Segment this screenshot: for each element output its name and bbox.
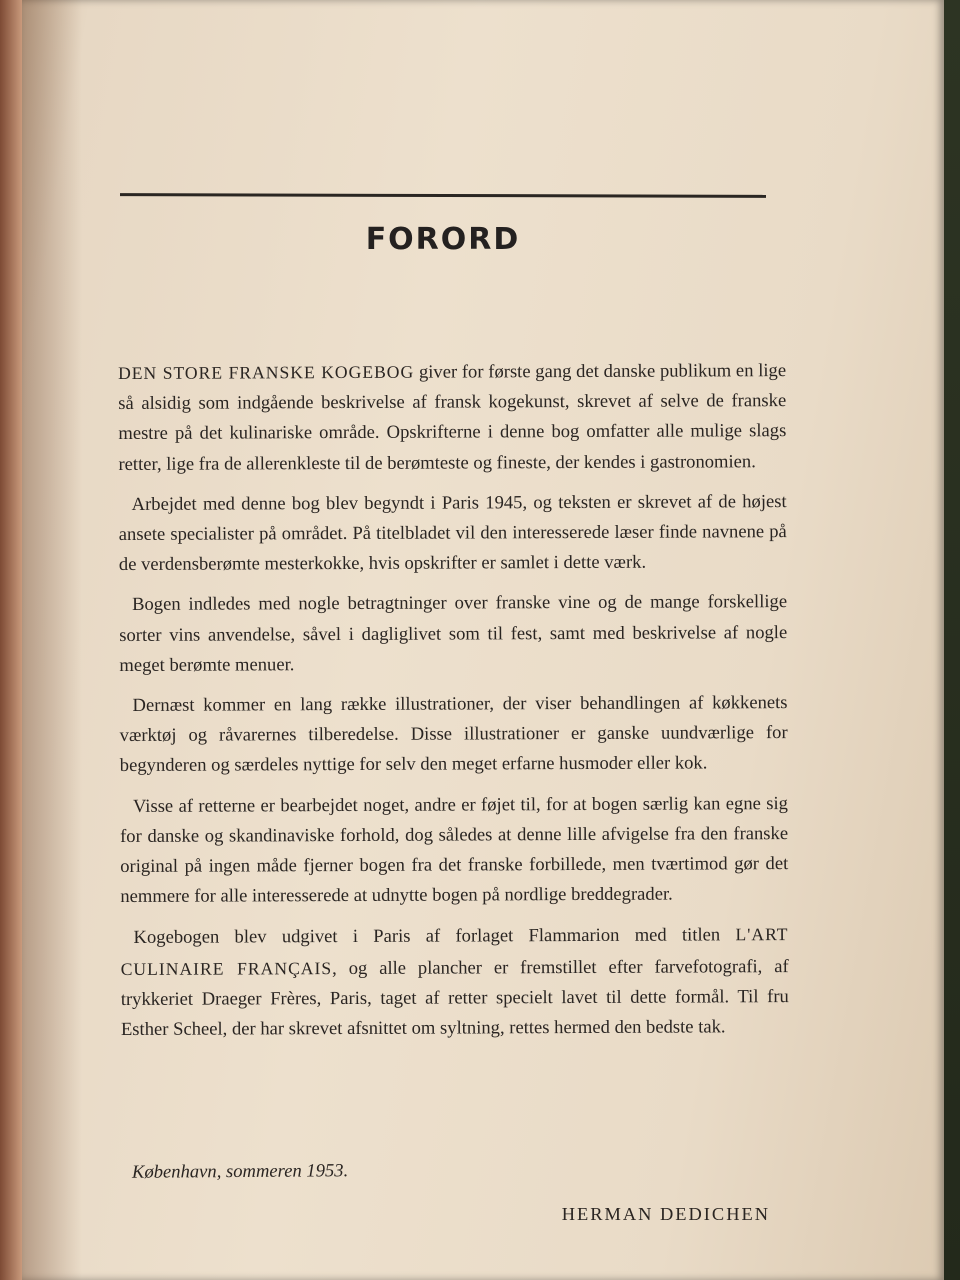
paragraph-4: Dernæst kommer en lang række illustrationer, der viser behandlingen af køkkenets værktøj og råvarernes tilberedelse. Disse illustrationer er ganske uundværlige for begynderen og særdeles nyttige for selv den meget erfarne husmoder eller kok. <box>119 692 788 777</box>
paragraph-6-text-before: Kogebogen blev udgivet i Paris af forlaget Flammarion med titlen <box>133 924 736 949</box>
author-signature: HERMAN DEDICHEN <box>561 1204 770 1224</box>
place-date: København, sommeren 1953. <box>131 1160 349 1183</box>
page-title: FORORD <box>365 222 521 257</box>
paragraph-2: Arbejdet med denne bog blev begyndt i Paris 1945, og teksten er skrevet af de højest ansete specialister på området. På titelbladet vil den interesserede læser finde navnene på de verdensberømte mesterkokke, hvis opskrifter er samlet i dette værk. <box>118 490 787 576</box>
book-title-lead: DEN STORE FRANSKE KOGEBOG <box>118 361 415 383</box>
paragraph-6 <box>120 920 789 1046</box>
paragraph-3: Bogen indledes med nogle betragtninger over franske vine og de mange forskellige sorter vins anvendelse, såvel i dagliglivet som til fest, samt med beskrivelse af nogle meget berømte menuer. <box>119 591 788 676</box>
paragraph-1 <box>118 355 787 480</box>
page-gutter-shadow <box>22 0 82 1280</box>
foreword-body <box>118 355 789 1055</box>
original-title: L'ART CULINAIRE FRANÇAIS <box>120 924 789 979</box>
paragraph-1-text: giver for første gang det danske publikum en lige så alsidig som indgående beskrivelse af fransk kogekunst, skrevet af selve de franske mestre på det kulinariske område. Opskrifterne i denne bog omfatter alle mulige slags retter, lige fra de allerenkleste til de berømteste og fineste, der kendes i gastronomien. <box>118 360 787 475</box>
paragraph-6-text-after: , og alle plancher er fremstillet efter farvefotografi, af trykkeriet Draeger Frères, Paris, taget af retter specielt lavet til dette formål. Til fru Esther Scheel, der har skrevet afsnittet om syltning, rettes hermed den bedste tak. <box>120 955 789 1041</box>
paragraph-5: Visse af retterne er bearbejdet noget, andre er føjet til, for at bogen særlig kan egne sig for danske og skandinaviske forhold, dog således at denne lille afvigelse fra den franske original på ingen måde fjerner bogen fra det franske forbillede, men tværtimod gør det nemmere for alle interesserede at udnytte bogen på nordlige breddegrader. <box>120 792 789 908</box>
